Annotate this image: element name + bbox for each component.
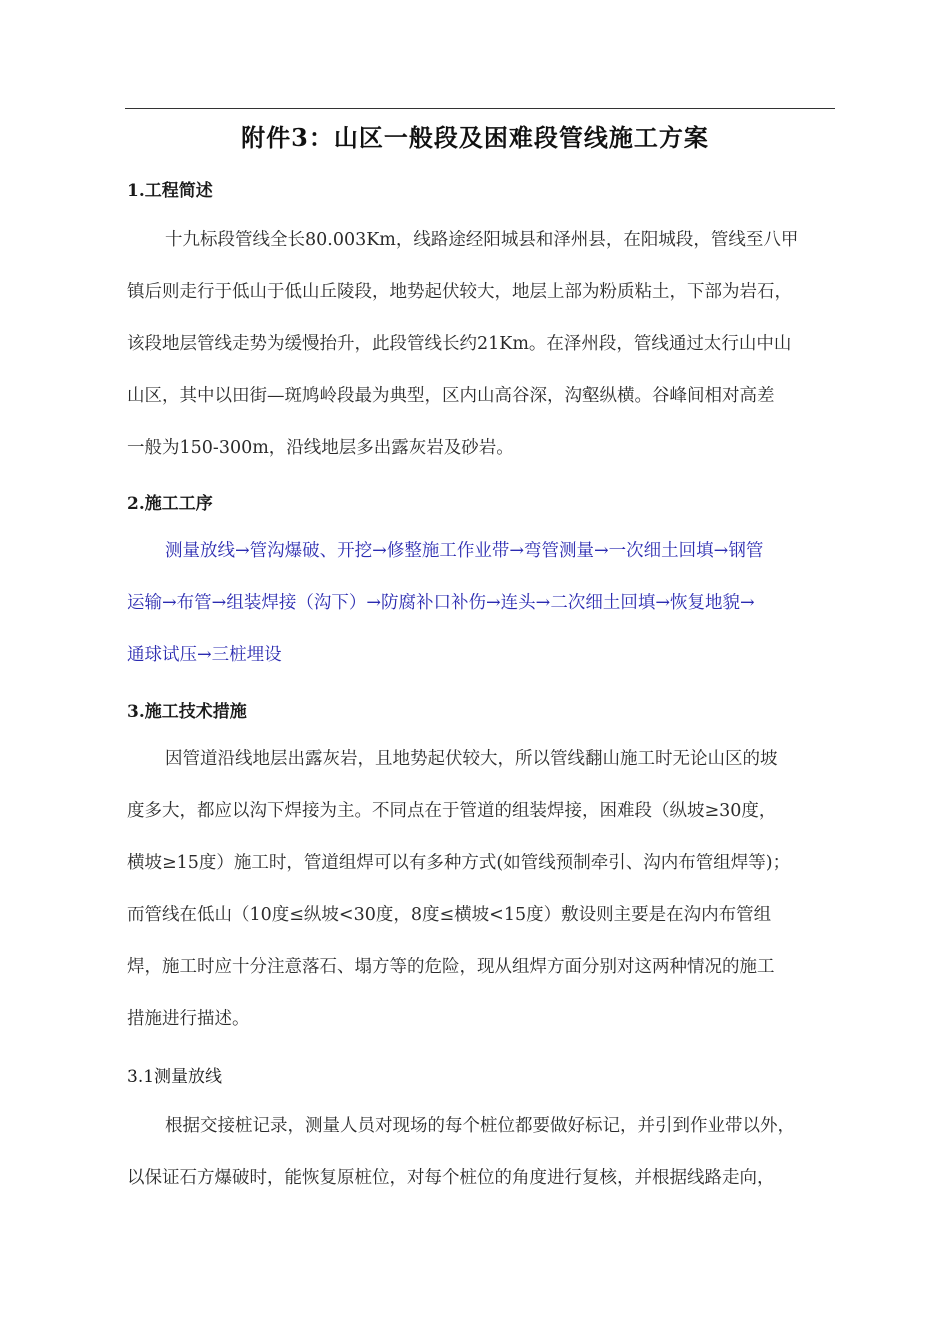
paragraph-line: 根据交接桩记录，测量人员对现场的每个桩位都要做好标记，并引到作业带以外， [165,1116,795,1136]
process-line: 测量放线→管沟爆破、开挖→修整施工作业带→弯管测量→一次细土回填→钢管 [165,541,764,561]
section-3-1-heading: 3.1测量放线 [127,1067,223,1087]
paragraph-line: 因管道沿线地层出露灰岩，且地势起伏较大，所以管线翻山施工时无论山区的坡 [165,749,778,769]
section-3-paragraph [127,733,833,1045]
section-1-heading: 1.工程简述 [127,181,213,201]
paragraph-line: 度多大，都应以沟下焊接为主。不同点在于管道的组装焊接，困难段（纵坡≥30度， [127,801,777,821]
paragraph-line: 该段地层管线走势为缓慢抬升，此段管线长约21Km。在泽州段，管线通过太行山中山 [127,334,792,354]
section-3-heading: 3.施工技术措施 [127,702,247,722]
process-line: 通球试压→三桩埋设 [127,645,282,665]
section-1-paragraph [127,214,833,474]
paragraph-line: 山区，其中以田街—斑鸠岭段最为典型，区内山高谷深，沟壑纵横。谷峰间相对高差 [127,386,775,406]
paragraph-line: 焊，施工时应十分注意落石、塌方等的危险，现从组焊方面分别对这两种情况的施工 [127,957,775,977]
section-2-process-flow [127,525,833,681]
page-title: 附件3：山区一般段及困难段管线施工方案 [241,123,709,152]
process-line: 运输→布管→组装焊接（沟下）→防腐补口补伤→连头→二次细土回填→恢复地貌→ [127,593,755,613]
paragraph-line: 镇后则走行于低山于低山丘陵段，地势起伏较大，地层上部为粉质粘土，下部为岩石， [127,282,792,302]
paragraph-line: 一般为150-300m，沿线地层多出露灰岩及砂岩。 [127,438,514,458]
paragraph-line: 十九标段管线全长80.003Km，线路途经阳城县和泽州县，在阳城段，管线至八甲 [165,230,799,250]
paragraph-line: 而管线在低山（10度≤纵坡<30度，8度≤横坡<15度）敷设则主要是在沟内布管组 [127,905,772,925]
paragraph-line: 以保证石方爆破时，能恢复原桩位，对每个桩位的角度进行复核，并根据线路走向， [127,1168,775,1188]
section-2-heading: 2.施工工序 [127,494,213,514]
paragraph-line: 横坡≥15度）施工时，管道组焊可以有多种方式(如管线预制牵引、沟内布管组焊等)； [127,853,791,873]
section-3-1-paragraph [127,1100,833,1204]
header-rule [125,108,835,109]
paragraph-line: 措施进行描述。 [127,1009,250,1029]
